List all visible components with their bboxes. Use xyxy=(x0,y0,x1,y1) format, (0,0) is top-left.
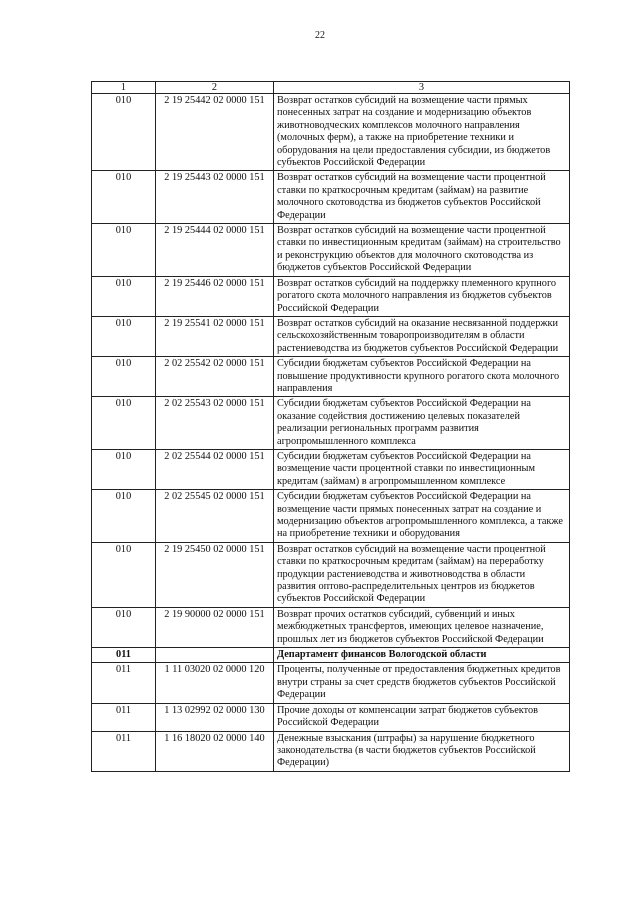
budget-code-cell: 2 19 25443 02 0000 151 xyxy=(156,171,274,224)
budget-code-cell: 1 11 03020 02 0000 120 xyxy=(156,663,274,703)
section-header-row xyxy=(92,648,570,663)
section-admin-code: 011 xyxy=(92,648,156,663)
budget-code-cell: 2 19 25442 02 0000 151 xyxy=(156,94,274,171)
admin-code-cell: 010 xyxy=(92,94,156,171)
table-row xyxy=(92,171,570,224)
section-title: Департамент финансов Вологодской области xyxy=(274,648,570,663)
admin-code-cell: 010 xyxy=(92,490,156,543)
description-cell: Возврат остатков субсидий на возмещение части процентной ставки по краткосрочным кредитам (займам) на развитие молочного скотоводства из бюджетов субъектов Российской Федерации xyxy=(274,171,570,224)
table-row xyxy=(92,357,570,397)
description-cell: Субсидии бюджетам субъектов Российской Федерации на возмещение части процентной ставки по инвестиционным кредитам (займам) в агропромышленном комплексе xyxy=(274,449,570,489)
admin-code-cell: 011 xyxy=(92,663,156,703)
table-row xyxy=(92,663,570,703)
description-cell: Возврат прочих остатков субсидий, субвенций и иных межбюджетных трансфертов, имеющих целевое назначение, прошлых лет из бюджетов субъектов Российской Федерации xyxy=(274,607,570,647)
description-cell: Денежные взыскания (штрафы) за нарушение бюджетного законодательства (в части бюджетов субъектов Российской Федерации) xyxy=(274,731,570,771)
budget-code-cell: 2 02 25543 02 0000 151 xyxy=(156,397,274,450)
description-cell: Проценты, полученные от предоставления бюджетных кредитов внутри страны за счет средств бюджетов субъектов Российской Федерации xyxy=(274,663,570,703)
page-number: 22 xyxy=(315,30,325,41)
table-row xyxy=(92,490,570,543)
admin-code-cell: 011 xyxy=(92,731,156,771)
admin-code-cell: 010 xyxy=(92,276,156,316)
admin-code-cell: 010 xyxy=(92,357,156,397)
description-cell: Возврат остатков субсидий на возмещение части процентной ставки по краткосрочным кредитам (займам) на переработку продукции растениеводства и животноводства в области развития оптово-распределительных центров из бюджетов субъектов Российской Федерации xyxy=(274,542,570,607)
budget-code-cell: 2 19 90000 02 0000 151 xyxy=(156,607,274,647)
description-cell: Возврат остатков субсидий на оказание несвязанной поддержки сельскохозяйственным товаропроизводителям в области растениеводства из бюджетов субъектов Российской Федерации xyxy=(274,316,570,356)
header-col-2: 2 xyxy=(156,82,274,94)
table-row xyxy=(92,542,570,607)
description-cell: Субсидии бюджетам субъектов Российской Федерации на возмещение части прямых понесенных затрат на создание и модернизацию объектов агропромышленного комплекса, а также на приобретение техники и оборудования xyxy=(274,490,570,543)
admin-code-cell: 010 xyxy=(92,171,156,224)
table-row xyxy=(92,224,570,277)
admin-code-cell: 010 xyxy=(92,607,156,647)
description-cell: Возврат остатков субсидий на возмещение части процентной ставки по инвестиционным кредитам (займам) на строительство и реконструкцию объектов для молочного скотоводства из бюджетов субъектов Российской Федерации xyxy=(274,224,570,277)
budget-code-cell: 1 13 02992 02 0000 130 xyxy=(156,703,274,731)
table-row xyxy=(92,449,570,489)
admin-code-cell: 010 xyxy=(92,224,156,277)
budget-code-cell: 2 19 25541 02 0000 151 xyxy=(156,316,274,356)
description-cell: Возврат остатков субсидий на поддержку племенного крупного рогатого скота молочного направления из бюджетов субъектов Российской Федерации xyxy=(274,276,570,316)
table-header-row xyxy=(92,82,570,94)
description-cell: Субсидии бюджетам субъектов Российской Федерации на оказание содействия достижению целевых показателей реализации региональных программ развития агропромышленного комплекса xyxy=(274,397,570,450)
description-cell: Прочие доходы от компенсации затрат бюджетов субъектов Российской Федерации xyxy=(274,703,570,731)
description-cell: Субсидии бюджетам субъектов Российской Федерации на повышение продуктивности крупного рогатого скота молочного направления xyxy=(274,357,570,397)
budget-code-cell: 2 02 25542 02 0000 151 xyxy=(156,357,274,397)
admin-code-cell: 011 xyxy=(92,703,156,731)
table-row xyxy=(92,703,570,731)
budget-code-cell: 2 19 25450 02 0000 151 xyxy=(156,542,274,607)
admin-code-cell: 010 xyxy=(92,449,156,489)
budget-code-cell: 2 02 25544 02 0000 151 xyxy=(156,449,274,489)
header-col-1: 1 xyxy=(92,82,156,94)
table-row xyxy=(92,316,570,356)
budget-code-cell: 2 02 25545 02 0000 151 xyxy=(156,490,274,543)
admin-code-cell: 010 xyxy=(92,397,156,450)
admin-code-cell: 010 xyxy=(92,542,156,607)
budget-code-cell: 2 19 25446 02 0000 151 xyxy=(156,276,274,316)
table-row xyxy=(92,94,570,171)
table-row xyxy=(92,607,570,647)
table-row xyxy=(92,397,570,450)
section-budget-code xyxy=(156,648,274,663)
budget-codes-table xyxy=(91,81,570,772)
admin-code-cell: 010 xyxy=(92,316,156,356)
budget-code-cell: 1 16 18020 02 0000 140 xyxy=(156,731,274,771)
table-row xyxy=(92,731,570,771)
header-col-3: 3 xyxy=(274,82,570,94)
table-row xyxy=(92,276,570,316)
budget-code-cell: 2 19 25444 02 0000 151 xyxy=(156,224,274,277)
description-cell: Возврат остатков субсидий на возмещение части прямых понесенных затрат на создание и модернизацию объектов животноводческих комплексов молочного направления (молочных ферм), а также на приобретение техники и оборудования на цели предоставления субсидии, из бюджетов субъектов Российской Федерации xyxy=(274,94,570,171)
